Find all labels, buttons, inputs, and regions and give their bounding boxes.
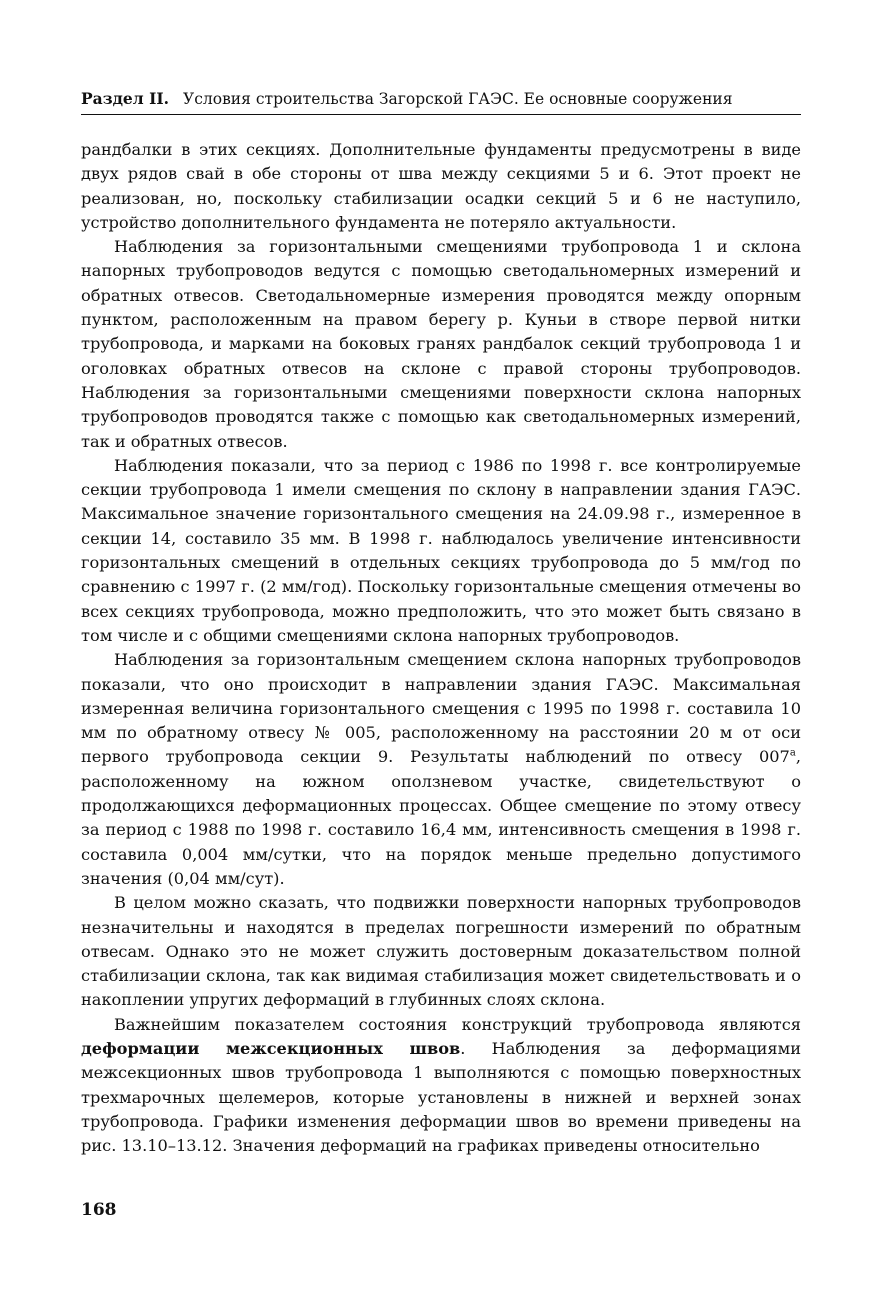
paragraph-3: Наблюдения показали, что за период с 1986 по 1998 г. все контролируемые секции трубопровода 1 имели смещения по склону в направлении здания ГАЭС. Максимальное значение горизонтального смещения на 24.09.98 г., измеренное в секции 14, составило 35 мм. В 1998 г. наблюдалось увеличение интенсивности горизонтальных смещений в отдельных секциях трубопровода до 5 мм/год по сравнению с 1997 г. (2 мм/год). Поскольку горизонтальные смещения отмечены во всех секциях трубопровода, можно предположить, что это может быть связано в том числе и с общими смещениями склона напорных трубопроводов. xyxy=(81,455,801,645)
paragraph-4-part-2: , расположенному на южном оползневом участке, свидетельствуют о продолжающихся деформационных процессах. Общее смещение по этому отвесу за период с 1988 по 1998 г. составило 16,4 мм, интенсивность смещения в 1998 г. составила 0,004 мм/сутки, что на порядок меньше предельно допустимого значения (0,04 мм/сут). xyxy=(81,747,801,888)
bold-term: деформации межсекционных швов xyxy=(81,1038,461,1058)
header-section-label: Раздел II. xyxy=(81,89,170,108)
running-header xyxy=(81,88,801,115)
paragraph-1: рандбалки в этих секциях. Дополнительные фундаменты предусмотрены в виде двух рядов свай в обе стороны от шва между секциями 5 и 6. Этот проект не реализован, но, поскольку стабилизации осадки секций 5 и 6 не наступило, устройство дополнительного фундамента не потеряло актуальности. xyxy=(81,140,801,232)
paragraph-6 xyxy=(81,1013,801,1159)
paragraph-4-part-1: Наблюдения за горизонтальным смещением склона напорных трубопроводов показали, что оно происходит в направлении здания ГАЭС. Максимальная измеренная величина горизонтального смещения с 1995 по 1998 г. составила 10 мм по обратному отвесу № 005, расположенному на расстоянии 20 м от оси первого трубопровода секции 9. Результаты наблюдений по отвесу 007 xyxy=(81,650,801,767)
page-number: 168 xyxy=(81,1200,117,1220)
text-body xyxy=(81,138,801,1158)
paragraph-2: Наблюдения за горизонтальными смещениями трубопровода 1 и склона напорных трубопроводов ведутся с помощью светодальномерных измерений и обратных отвесов. Светодальномерные измерения проводятся между опорным пунктом, расположенным на правом берегу р. Куньи в створе первой нитки трубопровода, и марками на боковых гранях рандбалок секций трубопровода 1 и оголовках обратных отвесов на склоне с правой стороны трубопроводов. Наблюдения за горизонтальными смещениями поверхности склона напорных трубопроводов проводятся также с помощью как светодальномерных измерений, так и обратных отвесов. xyxy=(81,237,801,451)
superscript-a: а xyxy=(789,748,796,760)
paragraph-4 xyxy=(81,648,801,891)
paragraph-5: В целом можно сказать, что подвижки поверхности напорных трубопроводов незначительны и находятся в пределах погрешности измерений по обратным отвесам. Однако это не может служить достоверным доказательством полной стабилизации склона, так как видимая стабилизация может свидетельствовать и о накоплении упругих деформаций в глубинных слоях склона. xyxy=(81,893,801,1010)
paragraph-6-part-2: . Наблюдения за деформациями межсекционных швов трубопровода 1 выполняются с помощью поверхностных трехмарочных щелемеров, которые установлены в нижней и верхней зонах трубопровода. Графики изменения деформации швов во времени приведены на рис. 13.10–13.12. Значения деформаций на графиках приведены относительно xyxy=(81,1038,801,1156)
header-title: Условия строительства Загорской ГАЭС. Ее основные сооружения xyxy=(183,90,733,108)
paragraph-6-part-1: Важнейшим показателем состояния конструкций трубопровода являются xyxy=(114,1014,801,1034)
